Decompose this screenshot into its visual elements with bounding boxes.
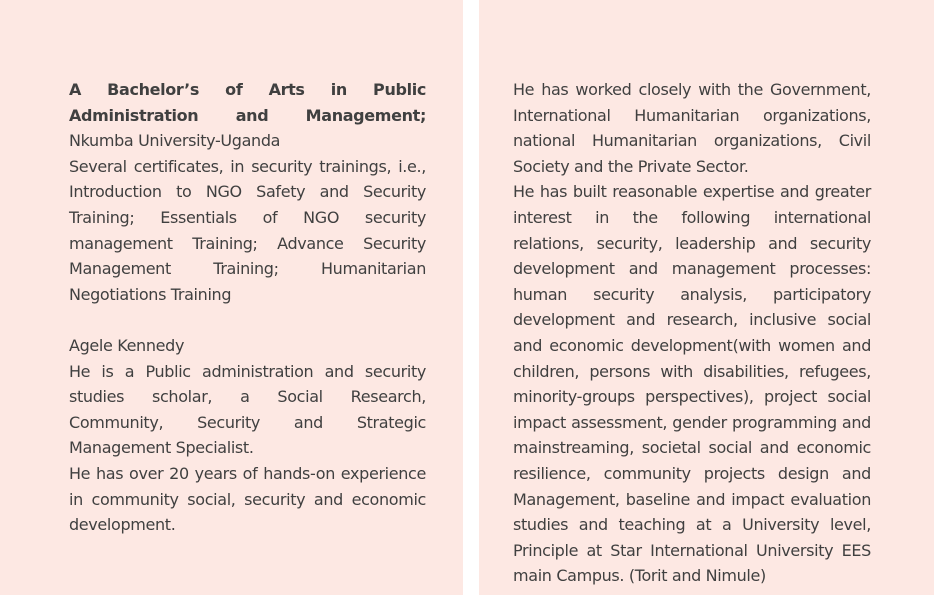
degree-title: A Bachelor’s of Arts in Public Administration and Management; (69, 80, 426, 125)
experience-paragraph: He has worked closely with the Government, International Humanitarian organizations, national Humanitarian organizations, Civil Society and the Private Sector. (513, 80, 871, 176)
paragraph-spacer (69, 307, 426, 333)
education-paragraph (69, 77, 426, 154)
right-column (479, 0, 934, 595)
expertise-paragraph: He has built reasonable expertise and greater interest in the following international relations, security, leadership and security development and management processes: human security analysis, participatory development and research, inclusive social and economic development(with women and children, persons with disabilities, refugees, minority-groups perspectives), project social impact assessment, gender programming and mainstreaming, societal social and economic resilience, community projects design and Management, baseline and impact evaluation studies and teaching at a University level, Principle at Star International University EES main Campus. (Torit and Nimule) (513, 182, 871, 586)
bio-paragraph-1: He is a Public administration and security studies scholar, a Social Research, Community, Security and Strategic Management Specialist. (69, 361, 426, 458)
certificates-paragraph: Several certificates, in security trainings, i.e., Introduction to NGO Safety and Security Training; Essentials of NGO security management Training; Advance Security Management Training; Humanitarian Negotiations Training (69, 156, 426, 304)
bio-paragraph-2: He has over 20 years of hands-on experience in community social, security and economic development. (69, 463, 426, 535)
left-column (0, 0, 463, 595)
person-name: Agele Kennedy (69, 335, 185, 355)
degree-institution: Nkumba University-Uganda (69, 131, 281, 151)
